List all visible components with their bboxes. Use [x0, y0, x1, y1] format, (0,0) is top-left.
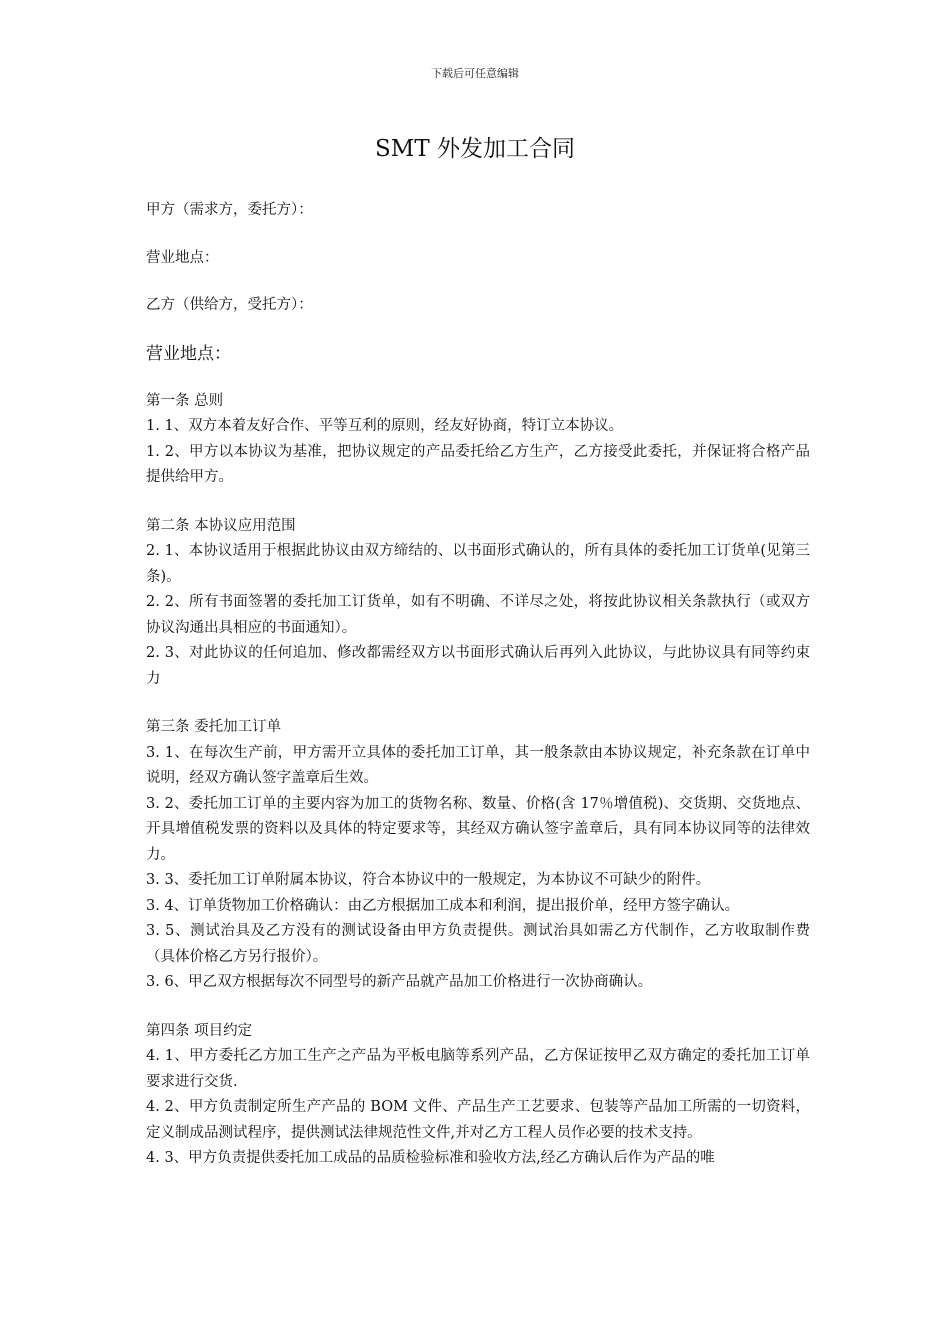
- clause: 1. 2、甲方以本协议为基准，把协议规定的产品委托给乙方生产，乙方接受此委托，并保证将合格产品提供给甲方。: [146, 443, 810, 485]
- clause: 3. 5、测试治具及乙方没有的测试设备由甲方负责提供。测试治具如需乙方代制作，乙方收取制作费（具体价格乙方另行报价）。: [146, 923, 810, 965]
- clause: 3. 6、甲乙双方根据每次不同型号的新产品就产品加工价格进行一次协商确认。: [146, 974, 653, 990]
- document-body: [146, 198, 810, 1195]
- section-1: [146, 389, 810, 491]
- clause: 1. 1、双方本着友好合作、平等互利的原则，经友好协商，特订立本协议。: [146, 418, 624, 434]
- document-title: SMT 外发加工合同: [375, 136, 575, 162]
- party-b-address: 营业地点：: [146, 343, 231, 364]
- section-heading: 第四条 项目约定: [146, 1022, 253, 1039]
- clause: 3. 4、订单货物加工价格确认：由乙方根据加工成本和利润，提出报价单，经甲方签字确认。: [146, 897, 740, 914]
- section-2: [146, 514, 810, 693]
- section-heading: 第三条 委托加工订单: [146, 719, 282, 735]
- section-3: [146, 715, 810, 996]
- clause: 2. 1、本协议适用于根据此协议由双方缔结的、以书面形式确认的，所有具体的委托加工订货单(见第三条)。: [146, 543, 810, 585]
- clause: 4. 3、甲方负责提供委托加工成品的品质检验标准和验收方法,经乙方确认后作为产品的唯: [146, 1150, 715, 1166]
- clause: 2. 2、所有书面签署的委托加工订货单，如有不明确、不详尽之处，将按此协议相关条款执行（或双方协议沟通出具相应的书面通知）。: [146, 594, 810, 636]
- party-a-address: 营业地点：: [146, 249, 219, 266]
- clause: 3. 3、委托加工订单附属本协议，符合本协议中的一般规定，为本协议不可缺少的附件。: [146, 872, 711, 888]
- clause: 2. 3、对此协议的任何追加、修改都需经双方以书面形式确认后再列入此协议，与此协议具有同等约束力: [146, 645, 810, 687]
- section-heading: 第二条 本协议应用范围: [146, 517, 296, 534]
- header-note: 下载后可任意编辑: [431, 67, 519, 80]
- party-b-line: 乙方（供给方，受托方）：: [146, 297, 313, 313]
- clause: 4. 2、甲方负责制定所生产产品的 BOM 文件、产品生产工艺要求、包装等产品加工所需的一切资料，定义制成品测试程序，提供测试法律规范性文件,并对乙方工程人员作必要的技术支持。: [146, 1099, 810, 1141]
- clause: 4. 1、甲方委托乙方加工生产之产品为平板电脑等系列产品，乙方保证按甲乙双方确定的委托加工订单要求进行交货.: [146, 1048, 810, 1090]
- clause: 3. 1、在每次生产前，甲方需开立具体的委托加工订单，其一般条款由本协议规定，补充条款在订单中说明，经双方确认签字盖章后生效。: [146, 744, 810, 786]
- section-4: [146, 1019, 810, 1172]
- clause: 3. 2、委托加工订单的主要内容为加工的货物名称、数量、价格(含 17％增值税)、交货期、交货地点、开具增值税发票的资料以及具体的特定要求等，其经双方确认签字盖章后，具有同本协议同等的法律效力。: [146, 795, 810, 863]
- section-heading: 第一条 总则: [146, 392, 224, 409]
- party-a-line: 甲方（需求方，委托方）：: [146, 202, 313, 218]
